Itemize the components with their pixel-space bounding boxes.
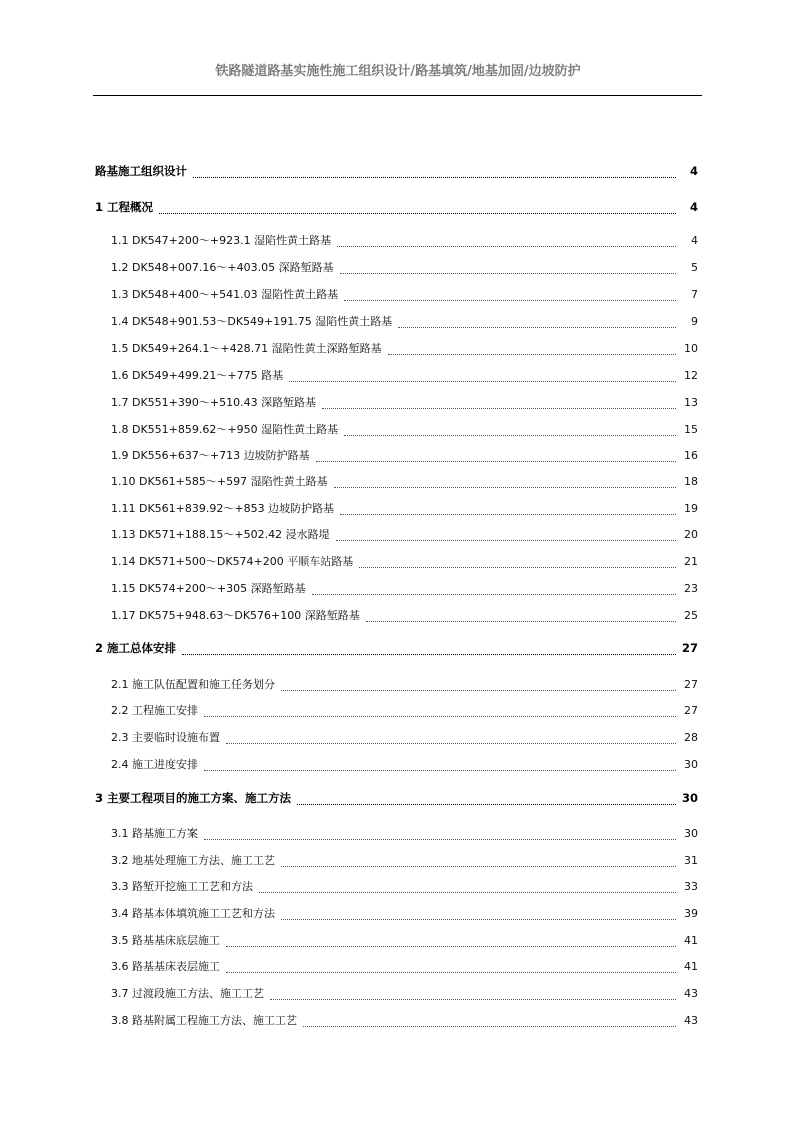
toc-section-entry[interactable]	[111, 676, 698, 694]
toc-entry-title: 1.1 DK547+200～+923.1 湿陷性黄土路基	[111, 234, 332, 247]
toc-dot-leader	[312, 593, 676, 595]
toc-entry-title: 1.6 DK549+499.21～+775 路基	[111, 369, 284, 382]
toc-entry-title: 3.1 路基施工方案	[111, 827, 198, 840]
toc-page-number: 15	[684, 423, 698, 436]
toc-section-entry[interactable]	[111, 932, 698, 950]
toc-entry-title: 3.4 路基本体填筑施工工艺和方法	[111, 907, 275, 920]
toc-section-entry[interactable]	[111, 447, 698, 465]
toc-dot-leader	[366, 620, 676, 622]
toc-entry-title: 3.7 过渡段施工方法、施工工艺	[111, 987, 264, 1000]
toc-entry-title: 1.9 DK556+637～+713 边坡防护路基	[111, 449, 310, 462]
toc-dot-leader	[281, 689, 676, 691]
toc-page-number: 25	[684, 609, 698, 622]
toc-page-number: 23	[684, 582, 698, 595]
toc-entry-title: 2 施工总体安排	[95, 641, 177, 655]
toc-section-entry[interactable]	[111, 340, 698, 358]
toc-entry-title: 3.8 路基附属工程施工方法、施工工艺	[111, 1014, 297, 1027]
toc-dot-leader	[344, 434, 676, 436]
toc-section-entry[interactable]	[111, 500, 698, 518]
toc-page-number: 27	[681, 641, 698, 655]
toc-page-number: 4	[689, 200, 698, 214]
toc-page-number: 10	[684, 342, 698, 355]
toc-dot-leader	[204, 838, 676, 840]
toc-entry-title: 1.8 DK551+859.62～+950 湿陷性黄土路基	[111, 423, 339, 436]
toc-page-number: 43	[684, 1014, 698, 1027]
toc-entry-title: 1.4 DK548+901.53～DK549+191.75 湿陷性黄土路基	[111, 315, 393, 328]
toc-entry-title: 1.13 DK571+188.15～+502.42 浸水路堤	[111, 528, 330, 541]
toc-page-number: 31	[684, 854, 698, 867]
toc-dot-leader	[226, 742, 676, 744]
toc-page-number: 13	[684, 396, 698, 409]
toc-page-number: 20	[684, 528, 698, 541]
toc-page-number: 30	[681, 791, 698, 805]
toc-section-entry[interactable]	[111, 553, 698, 571]
toc-dot-leader	[297, 803, 676, 805]
toc-page-number: 21	[684, 555, 698, 568]
toc-dot-leader	[340, 272, 676, 274]
toc-dot-leader	[316, 460, 676, 462]
toc-dot-leader	[398, 326, 676, 328]
toc-page-number: 41	[684, 960, 698, 973]
toc-page-number: 33	[684, 880, 698, 893]
toc-chapter-entry[interactable]	[95, 163, 698, 181]
toc-section-entry[interactable]	[111, 232, 698, 250]
toc-entry-title: 1.11 DK561+839.92～+853 边坡防护路基	[111, 502, 335, 515]
toc-section-entry[interactable]	[111, 878, 698, 896]
toc-dot-leader	[226, 945, 676, 947]
toc-entry-title: 2.1 施工队伍配置和施工任务划分	[111, 678, 275, 691]
toc-dot-leader	[270, 998, 676, 1000]
toc-section-entry[interactable]	[111, 259, 698, 277]
toc-page-number: 43	[684, 987, 698, 1000]
toc-entry-title: 1.2 DK548+007.16～+403.05 深路堑路基	[111, 261, 334, 274]
toc-section-entry[interactable]	[111, 905, 698, 923]
toc-page-number: 5	[691, 261, 698, 274]
toc-dot-leader	[193, 176, 676, 178]
toc-entry-title: 3.3 路堑开挖施工工艺和方法	[111, 880, 253, 893]
toc-dot-leader	[340, 513, 676, 515]
toc-page-number: 27	[684, 678, 698, 691]
toc-entry-title: 2.4 施工进度安排	[111, 758, 198, 771]
toc-dot-leader	[359, 566, 676, 568]
toc-page-number: 9	[691, 315, 698, 328]
toc-section-entry[interactable]	[111, 607, 698, 625]
toc-entry-title: 3.5 路基基床底层施工	[111, 934, 220, 947]
toc-page-number: 7	[691, 288, 698, 301]
toc-section-entry[interactable]	[111, 958, 698, 976]
toc-dot-leader	[159, 212, 676, 214]
toc-section-entry[interactable]	[111, 580, 698, 598]
toc-section-entry[interactable]	[111, 729, 698, 747]
toc-dot-leader	[344, 299, 676, 301]
toc-entry-title: 3.2 地基处理施工方法、施工工艺	[111, 854, 275, 867]
toc-page-number: 12	[684, 369, 698, 382]
toc-entry-title: 3.6 路基基床表层施工	[111, 960, 220, 973]
toc-entry-title: 1.15 DK574+200～+305 深路堑路基	[111, 582, 306, 595]
toc-page-number: 19	[684, 502, 698, 515]
toc-section-entry[interactable]	[111, 394, 698, 412]
toc-dot-leader	[334, 486, 676, 488]
toc-page-number: 4	[691, 234, 698, 247]
toc-dot-leader	[281, 918, 676, 920]
page-header-title: 铁路隧道路基实施性施工组织设计/路基填筑/地基加固/边坡防护	[215, 64, 581, 79]
toc-section-entry[interactable]	[111, 985, 698, 1003]
toc-section-entry[interactable]	[111, 473, 698, 491]
toc-dot-leader	[281, 865, 676, 867]
toc-entry-title: 1.14 DK571+500～DK574+200 平顺车站路基	[111, 555, 354, 568]
toc-dot-leader	[336, 539, 676, 541]
toc-section-entry[interactable]	[111, 1012, 698, 1030]
toc-entry-title: 路基施工组织设计	[95, 164, 187, 178]
toc-chapter-entry[interactable]	[95, 790, 698, 808]
toc-page-number: 18	[684, 475, 698, 488]
toc-section-entry[interactable]	[111, 825, 698, 843]
toc-dot-leader	[226, 971, 676, 973]
toc-section-entry[interactable]	[111, 526, 698, 544]
toc-entry-title: 3 主要工程项目的施工方案、施工方法	[95, 791, 292, 805]
toc-section-entry[interactable]	[111, 756, 698, 774]
toc-page-number: 27	[684, 704, 698, 717]
toc-chapter-entry[interactable]	[95, 199, 698, 217]
toc-page-number: 16	[684, 449, 698, 462]
toc-dot-leader	[303, 1025, 676, 1027]
toc-entry-title: 2.2 工程施工安排	[111, 704, 198, 717]
toc-dot-leader	[289, 380, 676, 382]
toc-entry-title: 1.3 DK548+400～+541.03 湿陷性黄土路基	[111, 288, 339, 301]
toc-dot-leader	[204, 715, 676, 717]
toc-section-entry[interactable]	[111, 367, 698, 385]
toc-page-number: 30	[684, 758, 698, 771]
toc-page-number: 39	[684, 907, 698, 920]
toc-page-number: 4	[689, 164, 698, 178]
toc-section-entry[interactable]	[111, 286, 698, 304]
toc-page-number: 41	[684, 934, 698, 947]
toc-entry-title: 2.3 主要临时设施布置	[111, 731, 220, 744]
toc-dot-leader	[204, 769, 676, 771]
toc-section-entry[interactable]	[111, 421, 698, 439]
toc-chapter-entry[interactable]	[95, 640, 698, 658]
toc-entry-title: 1.5 DK549+264.1～+428.71 湿陷性黄土深路堑路基	[111, 342, 382, 355]
toc-dot-leader	[322, 407, 676, 409]
toc-entry-title: 1 工程概况	[95, 200, 154, 214]
toc-dot-leader	[259, 891, 676, 893]
toc-dot-leader	[388, 353, 676, 355]
toc-section-entry[interactable]	[111, 313, 698, 331]
toc-dot-leader	[337, 245, 676, 247]
toc-entry-title: 1.7 DK551+390～+510.43 深路堑路基	[111, 396, 317, 409]
toc-page-number: 28	[684, 731, 698, 744]
toc-entry-title: 1.10 DK561+585～+597 湿陷性黄土路基	[111, 475, 328, 488]
toc-dot-leader	[182, 653, 676, 655]
toc-page-number: 30	[684, 827, 698, 840]
toc-entry-title: 1.17 DK575+948.63～DK576+100 深路堑路基	[111, 609, 360, 622]
toc-section-entry[interactable]	[111, 852, 698, 870]
toc-section-entry[interactable]	[111, 702, 698, 720]
